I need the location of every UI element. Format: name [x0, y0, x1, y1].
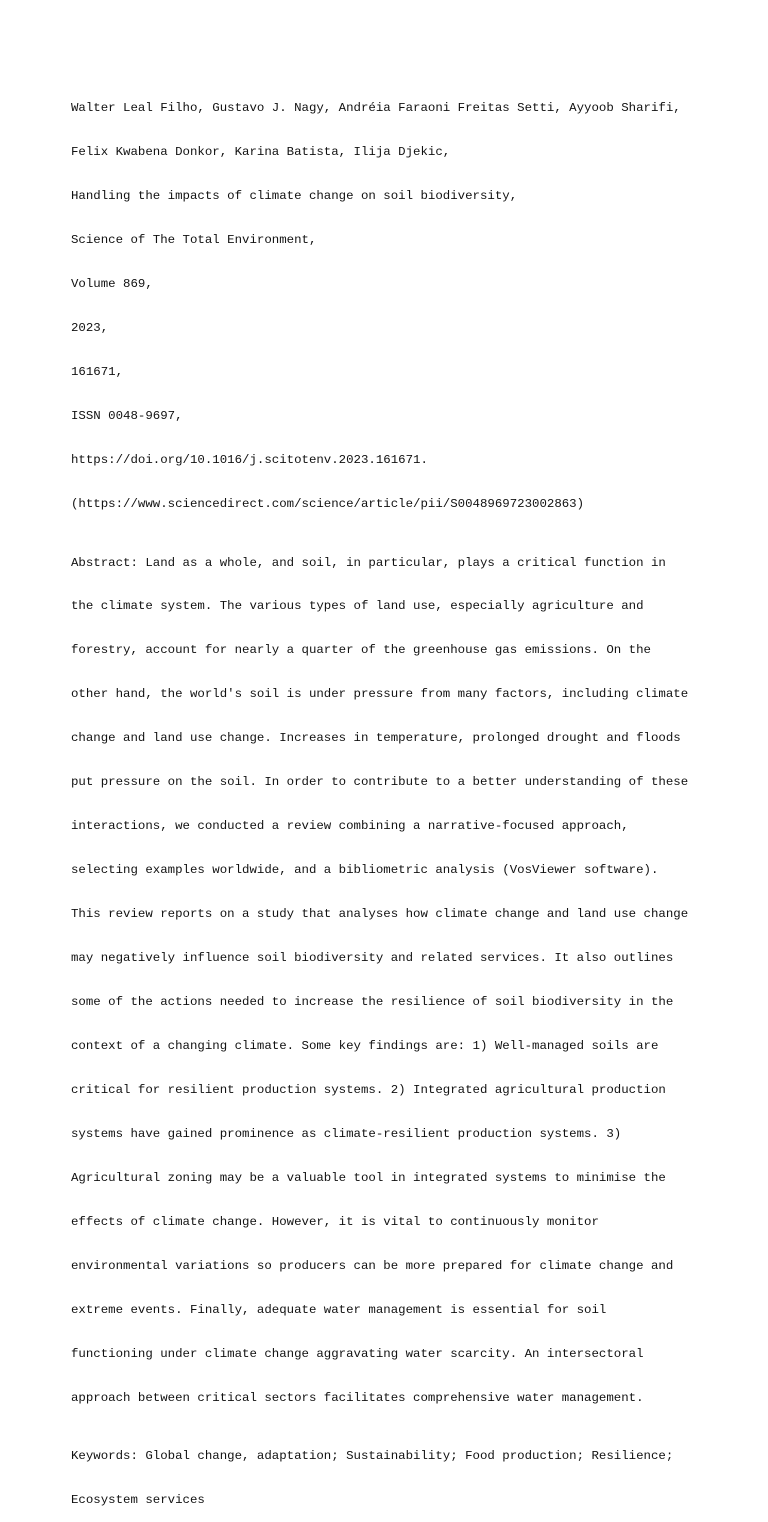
year: 2023, — [71, 321, 109, 336]
abstract-line: approach between critical sectors facilitates comprehensive water management. — [71, 1390, 644, 1405]
document-body — [71, 72, 711, 1522]
volume: Volume 869, — [71, 277, 153, 292]
journal-name: Science of The Total Environment, — [71, 233, 317, 248]
abstract-line: systems have gained prominence as climate-resilient production systems. 3) — [71, 1126, 622, 1141]
abstract-line: functioning under climate change aggravating water scarcity. An intersectoral — [71, 1346, 644, 1361]
abstract-line: effects of climate change. However, it is vital to continuously monitor — [71, 1214, 599, 1229]
issn: ISSN 0048-9697, — [71, 408, 183, 423]
article-number: 161671, — [71, 365, 124, 380]
abstract-line: change and land use change. Increases in temperature, prolonged drought and floods — [71, 731, 681, 746]
article-title: Handling the impacts of climate change on soil biodiversity, — [71, 189, 518, 204]
abstract-line: Agricultural zoning may be a valuable tool in integrated systems to minimise the — [71, 1170, 666, 1185]
abstract-line: some of the actions needed to increase the resilience of soil biodiversity in the — [71, 995, 674, 1010]
abstract-line: critical for resilient production systems. 2) Integrated agricultural production — [71, 1082, 666, 1097]
article-url: (https://www.sciencedirect.com/science/article/pii/S0048969723002863) — [71, 496, 585, 511]
keywords-line: Ecosystem services — [71, 1493, 205, 1508]
abstract-line: forestry, account for nearly a quarter of the greenhouse gas emissions. On the — [71, 643, 651, 658]
doi-link: https://doi.org/10.1016/j.scitotenv.2023.161671. — [71, 452, 428, 467]
abstract-line: put pressure on the soil. In order to contribute to a better understanding of these — [71, 775, 689, 790]
abstract-line: the climate system. The various types of land use, especially agriculture and — [71, 599, 644, 614]
abstract-line: other hand, the world's soil is under pressure from many factors, including climate — [71, 687, 689, 702]
authors-line-2: Felix Kwabena Donkor, Karina Batista, Ilija Djekic, — [71, 145, 451, 160]
abstract-line: This review reports on a study that analyses how climate change and land use change — [71, 907, 689, 922]
abstract-line: may negatively influence soil biodiversity and related services. It also outlines — [71, 951, 674, 966]
authors-line-1: Walter Leal Filho, Gustavo J. Nagy, Andréia Faraoni Freitas Setti, Ayyoob Sharifi, — [71, 101, 681, 116]
abstract-line: environmental variations so producers can be more prepared for climate change and — [71, 1258, 674, 1273]
abstract-line: extreme events. Finally, adequate water management is essential for soil — [71, 1302, 607, 1317]
abstract-line: Abstract: Land as a whole, and soil, in particular, plays a critical function in — [71, 555, 666, 570]
abstract-line: context of a changing climate. Some key findings are: 1) Well-managed soils are — [71, 1038, 659, 1053]
abstract-line: interactions, we conducted a review combining a narrative-focused approach, — [71, 819, 629, 834]
abstract-line: selecting examples worldwide, and a bibliometric analysis (VosViewer software). — [71, 863, 659, 878]
keywords-line: Keywords: Global change, adaptation; Sustainability; Food production; Resilience; — [71, 1449, 674, 1464]
